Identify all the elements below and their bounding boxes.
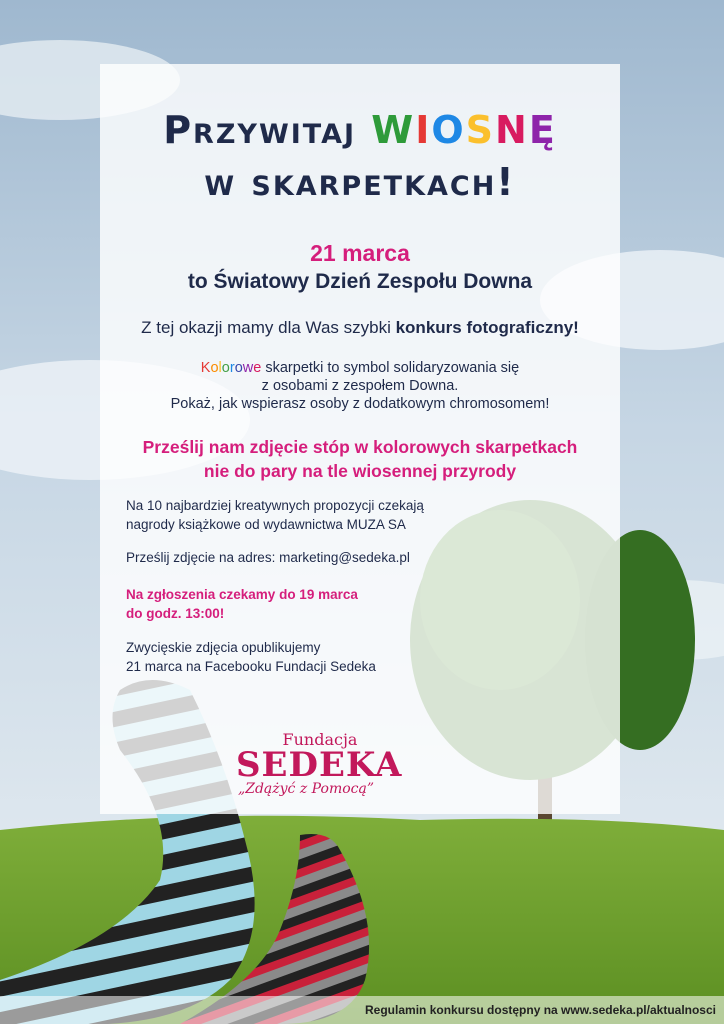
submission-address: Prześlij zdjęcie na adres: marketing@sedeka.pl: [126, 550, 410, 565]
symbol-line-1: Kolorowe skarpetki to symbol solidaryzowania się: [200, 360, 520, 376]
headline-line-1: [100, 108, 620, 152]
contest-announcement: Z tej okazji mamy dla Was szybki konkurs fotograficzny!: [141, 318, 579, 337]
prizes-info: Na 10 najbardziej kreatywnych propozycji czekają nagrody książkowe od wydawnictwa MUZA SA: [126, 498, 424, 532]
logo-motto: „Zdążyć z Pomocą”: [237, 781, 375, 797]
event-date: 21 marca: [310, 240, 410, 266]
fundacja-sedeka-logo: [236, 730, 403, 797]
symbol-line-2: z osobami z zespołem Downa.: [261, 378, 459, 394]
wiosne-letter: I: [415, 108, 432, 152]
kolorowe-letter: r: [229, 360, 235, 376]
kolorowe-letter: o: [234, 360, 243, 376]
wiosne-letter: W: [371, 108, 416, 152]
logo-fundacja: Fundacja: [282, 730, 358, 749]
headline-line-2: w skarpetkach!: [204, 160, 516, 204]
symbol-line-3: Pokaż, jak wspierasz osoby z dodatkowym chromosomem!: [170, 396, 550, 412]
headline-word-przywitaj: Przywitaj: [163, 108, 372, 152]
kolorowe-letter: K: [200, 360, 211, 376]
headline-word-wiosne: [371, 108, 557, 152]
call-to-action-line-1: Prześlij nam zdjęcie stóp w kolorowych skarpetkach: [142, 437, 578, 457]
publication-info: Zwycięskie zdjęcia opublikujemy 21 marca na Facebooku Fundacji Sedeka: [126, 640, 376, 674]
kolorowe-letter: o: [221, 360, 230, 376]
kolorowe-letter: o: [210, 360, 219, 376]
call-to-action-line-2: nie do pary na tle wiosennej przyrody: [203, 461, 517, 481]
colorful-word: [201, 360, 262, 376]
kolorowe-letter: e: [253, 360, 262, 376]
deadline-info: Na zgłoszenia czekamy do 19 marca do godz. 13:00!: [126, 587, 358, 621]
contest-highlight: konkurs fotograficzny!: [395, 318, 579, 337]
wiosne-letter: N: [495, 108, 529, 152]
kolorowe-letter: w: [242, 360, 254, 376]
wiosne-letter: O: [431, 108, 466, 152]
footer-bar: [0, 996, 724, 1024]
kolorowe-letter: l: [218, 360, 222, 376]
footer-rules-link[interactable]: Regulamin konkursu dostępny na www.sedeka.pl/aktualnosci: [365, 1003, 716, 1017]
wiosne-letter: Ę: [528, 108, 557, 152]
event-name: to Światowy Dzień Zespołu Downa: [187, 270, 533, 293]
wiosne-letter: S: [465, 108, 496, 152]
logo-name: SEDEKA: [236, 745, 403, 785]
